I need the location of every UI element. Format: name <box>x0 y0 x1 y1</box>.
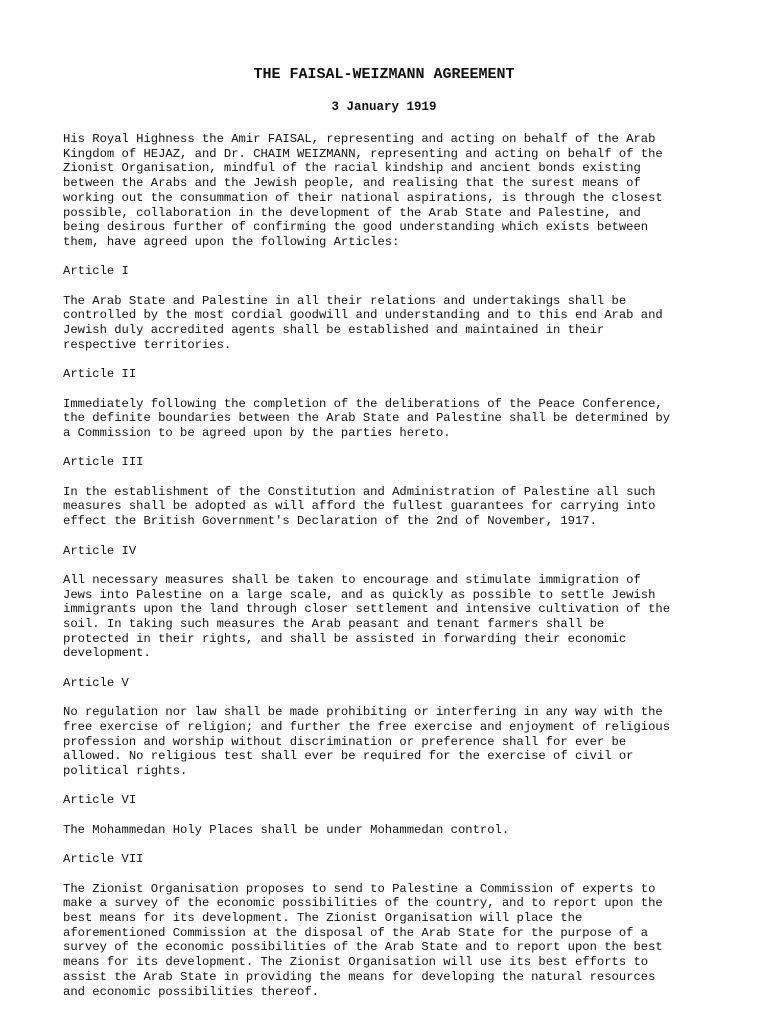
article-1-heading: Article I <box>63 264 129 279</box>
document-title: THE FAISAL-WEIZMANN AGREEMENT <box>253 66 515 83</box>
document-body <box>63 132 723 1014</box>
preamble-paragraph: His Royal Highness the Amir FAISAL, representing and acting on behalf of the Arab Kingdom of HEJAZ, and Dr. CHAIM WEIZMANN, representing and acting on behalf of the Zionist Organisation, mindful of the racial kindship and ancient bonds existing between the Arabs and the Jewish people, and realising that the surest means of working out the consummation of their national aspirations, is through the closest possible, collaboration in the development of the Arab State and Palestine, and being desirous further of confirming the good understanding which exists between them, have agreed upon the following Articles: <box>63 132 663 249</box>
article-5-text: No regulation nor law shall be made prohibiting or interfering in any way with the free exercise of religion; and further the free exercise and enjoyment of religious profession and worship without discrimination or preference shall for ever be allowed. No religious test shall ever be required for the exercise of civil or political rights. <box>63 705 671 779</box>
article-2-heading: Article II <box>63 367 137 382</box>
document-date: 3 January 1919 <box>331 100 437 114</box>
article-3-text: In the establishment of the Constitution and Administration of Palestine all such measures shall be adopted as will afford the fullest guarantees for carrying into effect the British Government's Declaration of the 2nd of November, 1917. <box>63 484 656 529</box>
article-3-heading: Article III <box>63 455 144 470</box>
article-1-text: The Arab State and Palestine in all their relations and undertakings shall be controlled by the most cordial goodwill and understanding and to this end Arab and Jewish duly accredited agents shall be established and maintained in their respective territories. <box>63 293 663 352</box>
article-4-heading: Article IV <box>63 543 137 558</box>
article-7-heading: Article VII <box>63 852 144 867</box>
article-6-heading: Article VI <box>63 793 137 808</box>
article-4-text: All necessary measures shall be taken to encourage and stimulate immigration of Jews into Palestine on a large scale, and as quickly as possible to settle Jewish immigrants upon the land through closer settlement and intensive cultivation of the soil. In taking such measures the Arab peasant and tenant farmers shall be protected in their rights, and shall be assisted in forwarding their economic development. <box>63 572 671 661</box>
article-7-text: The Zionist Organisation proposes to send to Palestine a Commission of experts to make a survey of the economic possibilities of the country, and to report upon the best means for its development. The Zionist Organisation will place the aforementioned Commission at the disposal of the Arab State for the purpose of a survey of the economic possibilities of the Arab State and to report upon the best means for its development. The Zionist Organisation will use its best efforts to assist the Arab State in providing the means for developing the natural resources and economic possibilities thereof. <box>63 881 663 999</box>
article-6-text: The Mohammedan Holy Places shall be under Mohammedan control. <box>63 822 510 837</box>
article-5-heading: Article V <box>63 675 129 690</box>
article-2-text: Immediately following the completion of the deliberations of the Peace Conference, the definite boundaries between the Arab State and Palestine shall be determined by a Commission to be agreed upon by the parties hereto. <box>63 396 671 440</box>
